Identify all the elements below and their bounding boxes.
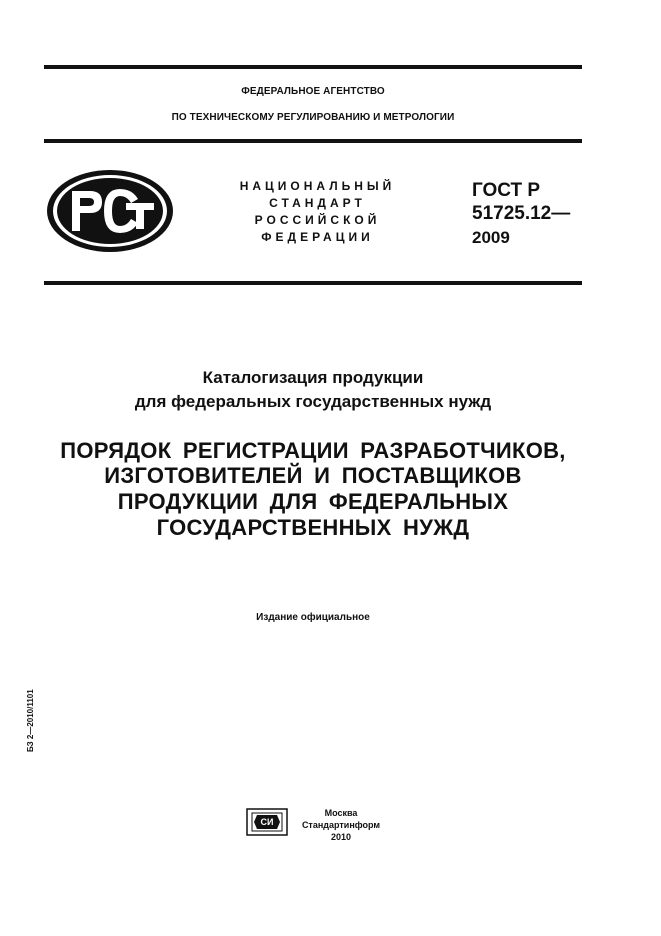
standard-type-line2: СТАНДАРТ bbox=[269, 196, 366, 210]
document-title-line2: ИЗГОТОВИТЕЛЕЙ И ПОСТАВЩИКОВ bbox=[104, 463, 522, 488]
agency-name-line2: ПО ТЕХНИЧЕСКОМУ РЕГУЛИРОВАНИЮ И МЕТРОЛОГИИ bbox=[171, 112, 455, 123]
edition-label: Издание официальное bbox=[256, 612, 370, 623]
publisher-year: 2010 bbox=[330, 832, 352, 842]
designation-line2: 51725.12— bbox=[472, 203, 571, 224]
svg-text:СИ: СИ bbox=[260, 817, 274, 827]
header-bottom-rule bbox=[44, 281, 582, 285]
standard-type-line1: НАЦИОНАЛЬНЫЙ bbox=[239, 179, 396, 193]
standard-type-line4: ФЕДЕРАЦИИ bbox=[261, 230, 374, 244]
side-code: БЗ 2—2010/1101 bbox=[26, 689, 35, 752]
designation-line3: 2009 bbox=[472, 228, 510, 247]
document-title-line1: ПОРЯДОК РЕГИСТРАЦИИ РАЗРАБОТЧИКОВ, bbox=[60, 438, 566, 463]
publisher-city: Москва bbox=[324, 808, 358, 818]
designation-line1: ГОСТ Р bbox=[472, 180, 541, 201]
publisher-logo-icon bbox=[246, 808, 288, 836]
document-title-line4: ГОСУДАРСТВЕННЫХ НУЖД bbox=[156, 515, 470, 540]
agency-name-line1: ФЕДЕРАЛЬНОЕ АГЕНТСТВО bbox=[241, 86, 385, 97]
header-divider bbox=[44, 139, 582, 143]
top-rule bbox=[44, 65, 582, 69]
document-title-line3: ПРОДУКЦИИ ДЛЯ ФЕДЕРАЛЬНЫХ bbox=[117, 489, 509, 514]
standard-type-line3: РОССИЙСКОЙ bbox=[254, 213, 381, 227]
rst-logo-icon bbox=[44, 167, 176, 255]
subtitle-line2: для федеральных государственных нужд bbox=[134, 392, 492, 411]
subtitle-line1: Каталогизация продукции bbox=[202, 368, 424, 387]
publisher-name: Стандартинформ bbox=[301, 820, 381, 830]
